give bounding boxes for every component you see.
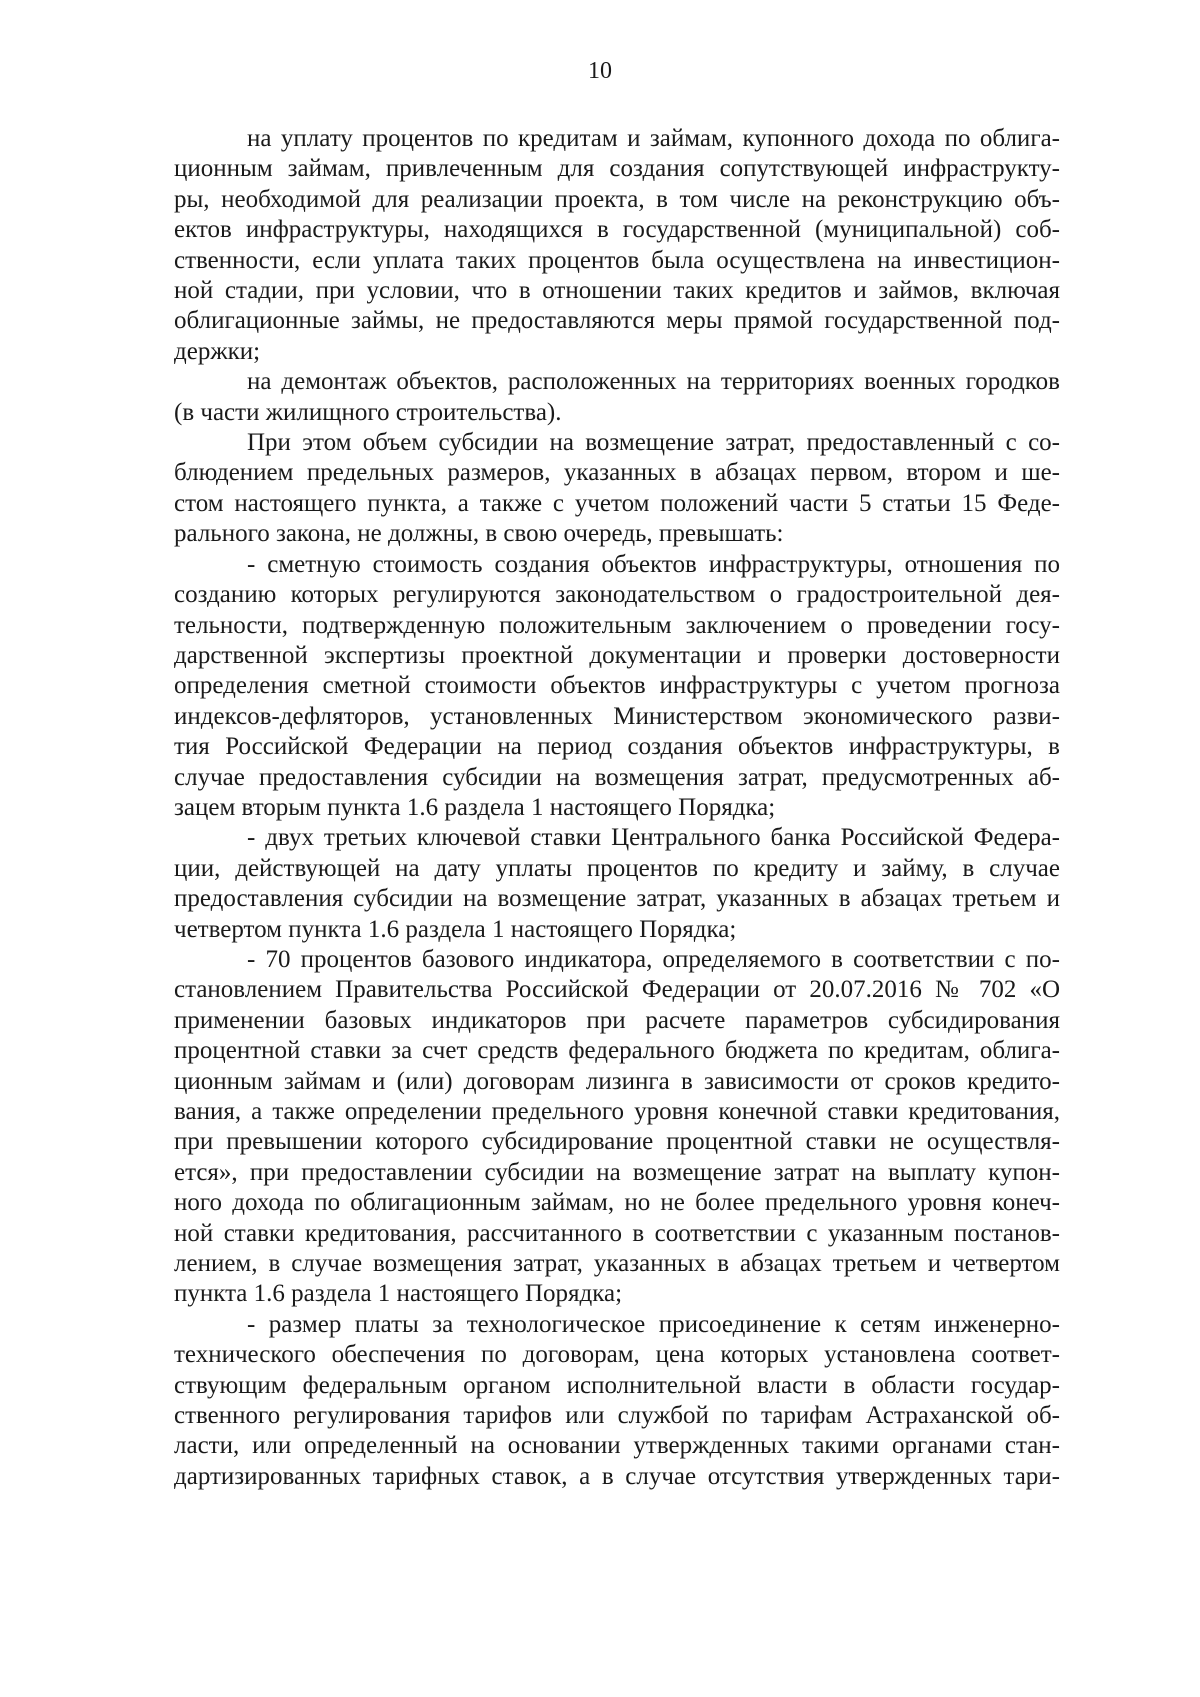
text-line: на демонтаж объектов, расположенных на территориях военных городков — [247, 368, 1060, 396]
text-line: ционным займам и (или) договорам лизинга в зависимости от сроков кредито- — [174, 1067, 1060, 1095]
text-line: - 70 процентов базового индикатора, определяемого в соответствии с по- — [247, 945, 1060, 973]
text-line: четвертом пункта 1.6 раздела 1 настоящего Порядка; — [174, 915, 737, 943]
text-line: лением, в случае возмещения затрат, указанных в абзацах третьем и четвертом — [174, 1250, 1060, 1278]
text-line: на уплату процентов по кредитам и займам, купонного дохода по облига- — [247, 125, 1060, 152]
text-line: ектов инфраструктуры, находящихся в государственной (муниципальной) соб- — [174, 216, 1060, 244]
text-line: определения сметной стоимости объектов инфраструктуры с учетом прогноза — [174, 672, 1060, 700]
text-line: ной стадии, при условии, что в отношении таких кредитов и займов, включая — [174, 277, 1060, 305]
text-line: При этом объем субсидии на возмещение затрат, предоставленный с со- — [247, 429, 1060, 457]
text-line: ствующим федеральным органом исполнительной власти в области государ- — [174, 1371, 1060, 1399]
text-line: ного дохода по облигационным займам, но не более предельного уровня конеч- — [174, 1189, 1060, 1217]
text-line: дарственной экспертизы проектной документации и проверки достоверности — [174, 641, 1060, 669]
text-line: тия Российской Федерации на период создания объектов инфраструктуры, в — [174, 733, 1060, 761]
document-body — [174, 124, 1060, 1492]
text-line: ры, необходимой для реализации проекта, в том числе на реконструкцию объ- — [174, 185, 1060, 213]
text-line: - размер платы за технологическое присоединение к сетям инженерно- — [247, 1310, 1060, 1338]
paragraph — [174, 1310, 1060, 1492]
text-line: тельности, подтвержденную положительным заключением о проведении госу- — [174, 611, 1060, 639]
text-line: предоставления субсидии на возмещение затрат, указанных в абзацах третьем и — [174, 885, 1060, 913]
text-line: ственности, если уплата таких процентов была осуществлена на инвестицион- — [174, 246, 1060, 274]
text-line: при превышении которого субсидирование процентной ставки не осуществля- — [174, 1128, 1060, 1156]
text-line: ется», при предоставлении субсидии на возмещение затрат на выплату купон- — [174, 1158, 1060, 1186]
text-line: технического обеспечения по договорам, цена которых установлена соответ- — [174, 1341, 1060, 1369]
text-line: - сметную стоимость создания объектов инфраструктуры, отношения по — [247, 550, 1060, 578]
text-line: ной ставки кредитования, рассчитанного в соответствии с указанным постанов- — [174, 1219, 1060, 1247]
text-line: дартизированных тарифных ставок, а в случае отсутствия утвержденных тари- — [174, 1462, 1060, 1490]
text-line: созданию которых регулируются законодательством о градостроительной дея- — [174, 581, 1060, 609]
paragraph — [174, 823, 1060, 945]
text-line: (в части жилищного строительства). — [174, 398, 562, 426]
text-line: блюдением предельных размеров, указанных в абзацах первом, втором и ше- — [174, 459, 1060, 487]
paragraph — [174, 428, 1060, 550]
text-line: ственного регулирования тарифов или службой по тарифам Астраханской об- — [174, 1402, 1060, 1430]
text-line: процентной ставки за счет средств федерального бюджета по кредитам, облига- — [174, 1037, 1060, 1065]
paragraph — [174, 367, 1060, 428]
paragraph — [174, 945, 1060, 1310]
paragraph — [174, 550, 1060, 824]
text-line: индексов-дефляторов, установленных Министерством экономического разви- — [174, 702, 1060, 730]
text-line: ласти, или определенный на основании утвержденных такими органами стан- — [174, 1432, 1060, 1460]
text-line: облигационные займы, не предоставляются меры прямой государственной под- — [174, 307, 1060, 335]
text-line: зацем вторым пункта 1.6 раздела 1 настоящего Порядка; — [174, 793, 776, 821]
text-line: ционным займам, привлеченным для создания сопутствующей инфраструкту- — [174, 155, 1060, 183]
text-line: применении базовых индикаторов при расчете параметров субсидирования — [174, 1006, 1060, 1034]
text-line: - двух третьих ключевой ставки Центрального банка Российской Федера- — [247, 824, 1060, 852]
text-line: становлением Правительства Российской Федерации от 20.07.2016 № 702 «О — [174, 976, 1060, 1004]
text-line: держки; — [174, 337, 261, 365]
text-line: пункта 1.6 раздела 1 настоящего Порядка; — [174, 1280, 623, 1308]
text-line: вания, а также определении предельного уровня конечной ставки кредитования, — [174, 1098, 1060, 1125]
page-number: 10 — [588, 58, 612, 84]
text-line: ции, действующей на дату уплаты процентов по кредиту и займу, в случае — [174, 854, 1060, 882]
text-line: стом настоящего пункта, а также с учетом положений части 5 статьи 15 Феде- — [174, 489, 1060, 517]
text-line: случае предоставления субсидии на возмещения затрат, предусмотренных аб- — [174, 763, 1060, 791]
paragraph — [174, 124, 1060, 367]
text-line: рального закона, не должны, в свою очередь, превышать: — [174, 520, 784, 548]
